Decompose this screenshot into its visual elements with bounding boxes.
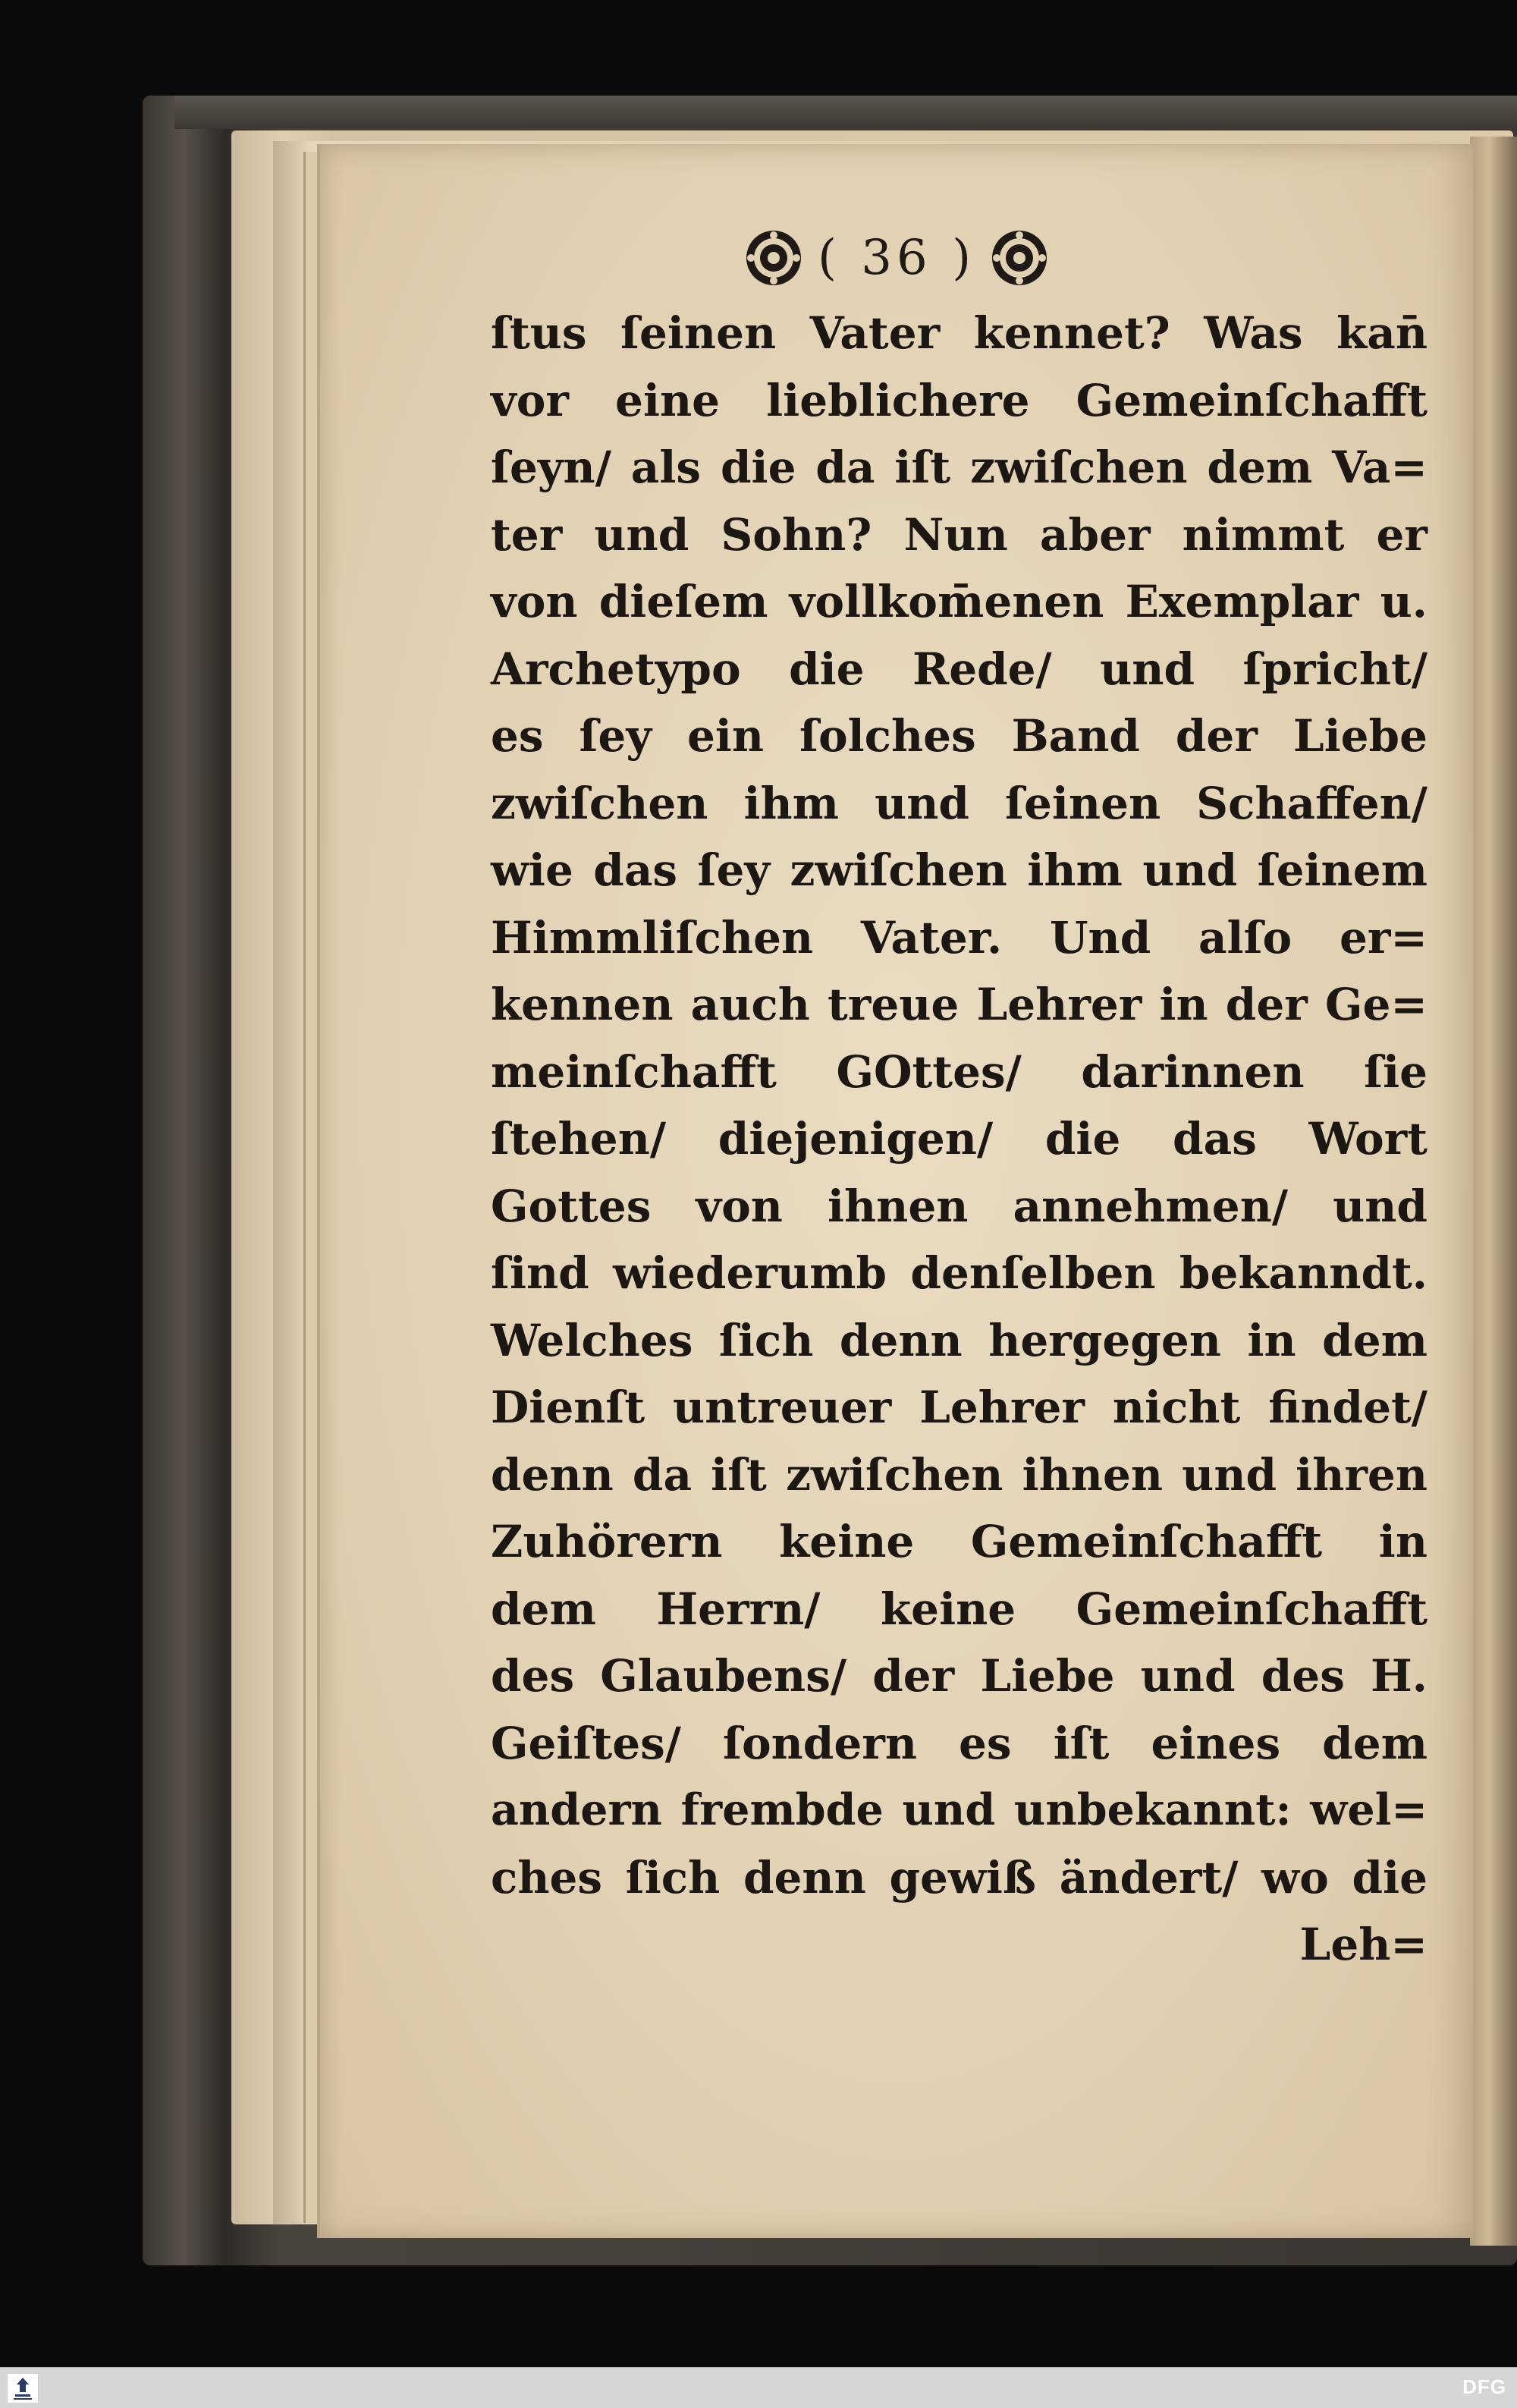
facing-page-edge — [1470, 137, 1517, 2246]
text-line: Geiſtes/ ſondern es iſt eines dem — [491, 1717, 1427, 1769]
text-line: ches ſich denn gewiß ändert/ wo die — [491, 1851, 1427, 1903]
page-header — [320, 220, 1473, 296]
text-line: ter und Sohn? Nun aber nimmt er — [491, 508, 1427, 561]
text-line: wie das ſey zwiſchen ihm und ſeinem — [491, 844, 1427, 896]
text-line: Zuhörern keine Gemeinſchafft in — [491, 1516, 1427, 1567]
text-line: Dienſt untreuer Lehrer nicht findet/ — [491, 1382, 1427, 1433]
body-text — [491, 300, 1427, 1979]
text-line: Archetypo die Rede/ und ſpricht/ — [491, 643, 1427, 695]
rosette-ornament-icon — [743, 228, 804, 288]
book-page — [317, 144, 1473, 2238]
text-line: dem Herrn/ keine Gemeinſchafft — [491, 1583, 1427, 1635]
book-cover-top-edge — [174, 96, 1517, 129]
text-line: von dieſem vollkom̄enen Exemplar u. — [491, 576, 1427, 627]
text-line: vor eine lieblichere Gemeinſchafft — [491, 374, 1427, 426]
text-line: ſtehen/ diejenigen/ die das Wort — [491, 1113, 1427, 1165]
dfg-brand-label[interactable]: DFG — [1462, 2375, 1506, 2398]
text-line: kennen auch treue Lehrer in der Ge= — [491, 979, 1427, 1030]
text-line: meinſchafft GOttes/ darinnen ſie — [491, 1045, 1427, 1098]
text-line: des Glaubens/ der Liebe und des H. — [491, 1650, 1427, 1702]
text-line: Welches ſich denn hergegen in dem — [491, 1314, 1427, 1366]
text-line: denn da iſt zwiſchen ihnen und ihren — [491, 1448, 1427, 1501]
catchword: Leh= — [1299, 1919, 1427, 1970]
text-line: zwiſchen ihm und ſeinen Schaffen/ — [491, 777, 1427, 829]
viewer-footer-bar — [0, 2367, 1517, 2408]
library-logo-icon[interactable] — [8, 2374, 38, 2403]
page-number: ( 36 ) — [817, 230, 976, 286]
text-line: andern frembde und unbekannt: wel= — [491, 1784, 1427, 1835]
text-line: ſtus ſeinen Vater kennet? Was kan̄ — [491, 307, 1427, 359]
text-line: ſeyn/ als die da iſt zwiſchen dem Va= — [491, 442, 1427, 493]
text-line: Gottes von ihnen annehmen/ und — [491, 1180, 1427, 1232]
text-line: Himmliſchen Vater. Und alſo er= — [491, 911, 1427, 964]
text-line: ſind wiederumb denſelben bekanndt. — [491, 1247, 1427, 1299]
text-line: es ſey ein ſolches Band der Liebe — [491, 710, 1427, 762]
rosette-ornament-icon — [989, 228, 1050, 288]
